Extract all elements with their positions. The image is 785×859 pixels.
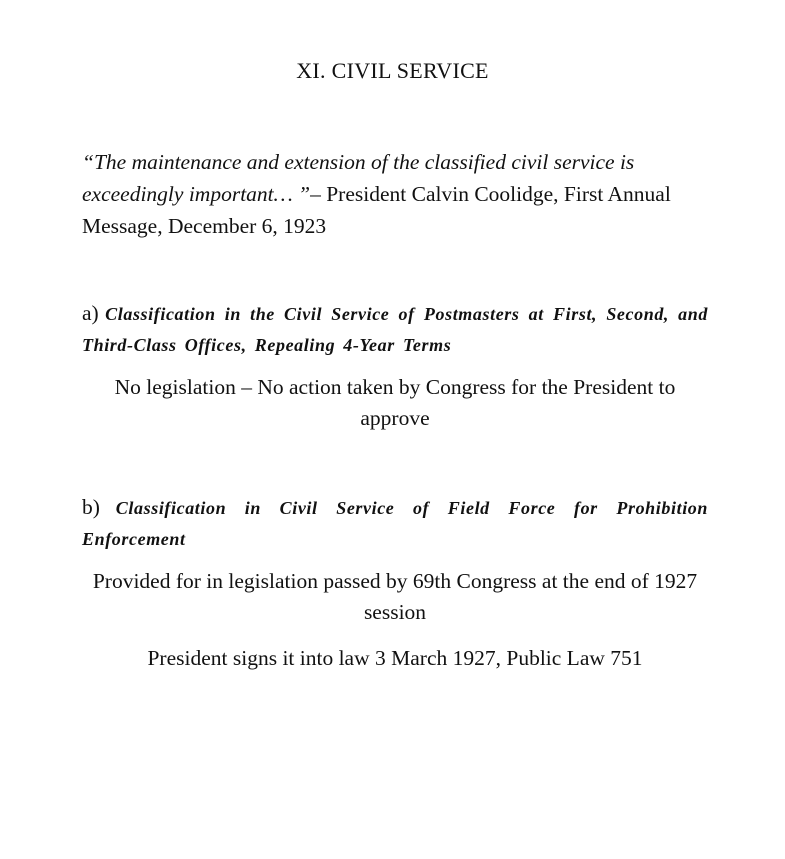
section-title: Classification in Civil Service of Field Force for Prohibition Enforcement xyxy=(82,498,708,549)
section-b-status: Provided for in legislation passed by 69th Congress at the end of 1927 session xyxy=(92,569,698,624)
section-title: Classification in the Civil Service of Postmasters at First, Second, and Third-Class Offices, Repealing 4-Year Terms xyxy=(82,304,708,355)
quote-text: “The maintenance and extension of the classified civil service is exceedingly important… ” xyxy=(82,150,635,206)
section-b-heading xyxy=(82,492,708,554)
section-a-heading xyxy=(82,298,708,360)
section-a-status: No legislation – No action taken by Congress for the President to approve xyxy=(114,375,676,430)
section-b-law-note: President signs it into law 3 March 1927, Public Law 751 xyxy=(147,646,643,670)
section-letter: b) xyxy=(82,495,100,519)
page-title: XI. CIVIL SERVICE xyxy=(296,58,489,83)
quote-attribution: – President Calvin Coolidge, First Annual Message, December 6, 1923 xyxy=(82,182,671,238)
section-letter: a) xyxy=(82,301,99,325)
epigraph-quote xyxy=(82,146,712,242)
